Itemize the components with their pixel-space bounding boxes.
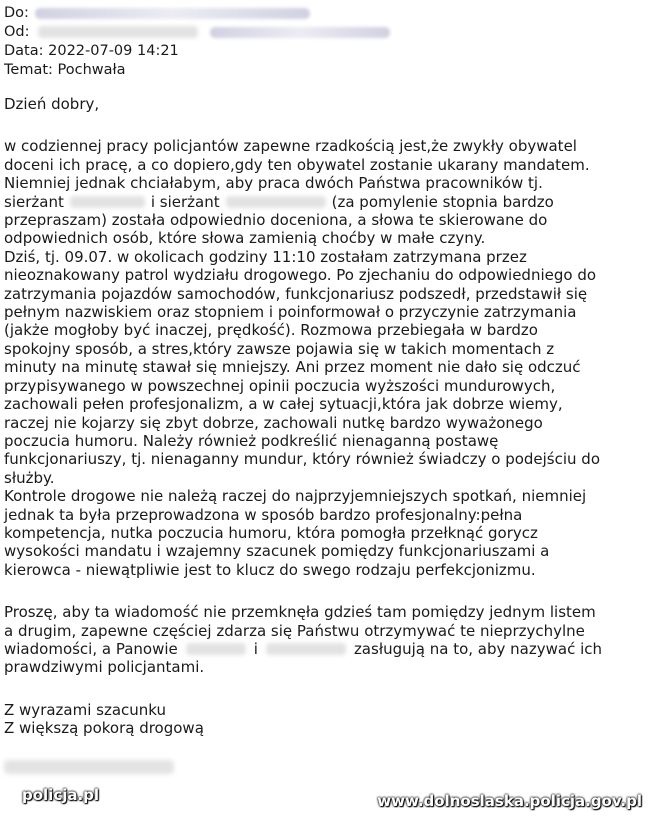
body-line: funkcjonariuszy, tj. nienaganny mundur, który również świadczy o podejściu do (4, 450, 601, 469)
date-line: Data: 2022-07-09 14:21 (4, 43, 179, 59)
body-line: zatrzymania pojazdów samochodów, funkcjonariusz podszedł, przedstawił się (4, 284, 588, 303)
body-line: Kontrole drogowe nie należą raczej do najprzyjemniejszych spotkań, niemniej (4, 487, 587, 506)
body-line: spokojny sposób, a stres,który zawsze pojawia się w takich momentach z (4, 339, 555, 358)
subject-line: Temat: Pochwała (4, 62, 126, 78)
body-line: poczucia humoru. Należy również podkreślić nienaganną postawę (4, 431, 499, 450)
body-line: służby. (4, 468, 55, 487)
redacted-signature (4, 760, 174, 774)
to-line (4, 4, 310, 23)
watermark-policja-logo: policja.pl (22, 786, 100, 804)
redacted-name (186, 643, 246, 655)
redacted-sender-email (210, 27, 390, 38)
from-line (4, 23, 390, 42)
body-line: odpowiednich osób, które słowa zamienią choćby w małe czyny. (4, 229, 486, 248)
body-line-with-redactions: wiadomości, a Panowie i zasługują na to, aby nazywać ich (4, 639, 603, 658)
redacted-recipient (35, 8, 310, 19)
redacted-name (226, 196, 326, 208)
body-line: w codziennej pracy policjantów zapewne rzadkością jest,że zwykły obywatel (4, 137, 577, 156)
body-line: wysokości mandatu i wzajemny szacunek pomiędzy funkcjonariuszami a (4, 542, 550, 561)
body-line: doceni ich pracę, a co dopiero,gdy ten obywatel zostanie ukarany mandatem. (4, 155, 590, 174)
closing-line: Z większą pokorą drogową (4, 719, 204, 738)
greeting: Dzień dobry, (4, 95, 100, 113)
closing-line: Z wyrazami szacunku (4, 700, 167, 719)
redacted-name (70, 196, 145, 208)
body-line: a drugim, zapewne częściej zdarza się Państwu otrzymywać te nieprzychylne (4, 621, 585, 640)
body-line: zachowali pełen profesjonalizm, a w całej sytuacji,która jak dobrze wiemy, (4, 395, 563, 414)
watermark-url: www.dolnoslaska.policja.gov.pl (377, 792, 642, 810)
redacted-name (266, 643, 346, 655)
body-line: przepraszam) została odpowiednio doceniona, a słowa te skierowane do (4, 211, 548, 230)
from-label: Od: (4, 24, 30, 40)
body-line: nieoznakowany patrol wydziału drogowego. Po zjechaniu do odpowiedniego do (4, 266, 597, 285)
body-line: Niemniej jednak chciałabym, aby praca dwóch Państwa pracowników tj. (4, 174, 543, 193)
body-line: jednak ta była przeprowadzona w sposób bardzo profesjonalny:pełna (4, 505, 523, 524)
body-line: Proszę, aby ta wiadomość nie przemknęła gdzieś tam pomiędzy jednym listem (4, 603, 596, 622)
body-line: raczej nie kojarzy się zbyt dobrze, zachowali nutkę bardzo wyważonego (4, 413, 543, 432)
body-line: (jakże mogłoby być inaczej, prędkość). Rozmowa przebiegała w bardzo (4, 321, 538, 340)
body-line: prawdziwymi policjantami. (4, 658, 205, 677)
body-line: minuty na minutę stawał się mniejszy. Ani przez moment nie dało się odczuć (4, 358, 581, 377)
body-line: Dziś, tj. 09.07. w okolicach godziny 11:10 zostałam zatrzymana przez (4, 247, 527, 266)
body-line: kierowca - niewątpliwie jest to klucz do swego rodzaju perfekcjonizmu. (4, 560, 536, 579)
body-line-with-redactions: sierżant i sierżant (za pomylenie stopnia bardzo (4, 192, 554, 211)
redacted-sender-name (38, 26, 198, 38)
body-line: pełnym nazwiskiem oraz stopniem i poinformował o przyczynie zatrzymania (4, 303, 577, 322)
to-label: Do: (4, 5, 29, 21)
body-line: przypisywanego w powszechnej opinii poczucia wyższości mundurowych, (4, 376, 556, 395)
email-body (4, 95, 648, 738)
body-line: kompetencja, nutka poczucia humoru, która pomogła przełknąć gorycz (4, 523, 538, 542)
